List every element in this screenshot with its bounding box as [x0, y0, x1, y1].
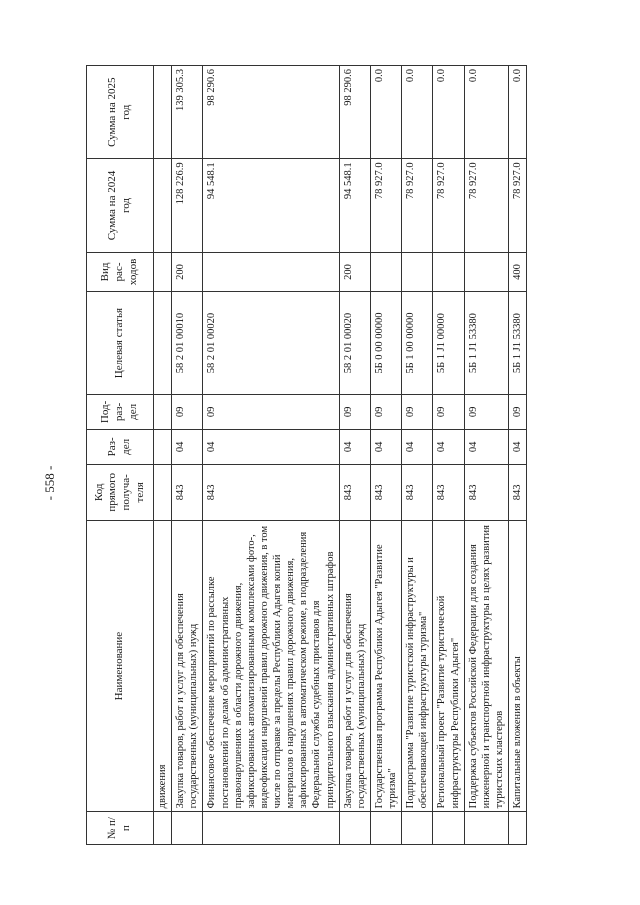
row-sum-2025: 98 290.6 [203, 66, 339, 159]
budget-table-sheet [86, 65, 556, 845]
header-sum-2024: Сумма на 2024 год [87, 159, 154, 252]
row-kind: 400 [509, 252, 527, 292]
row-subsection: 09 [172, 394, 203, 429]
row-subsection [154, 394, 172, 429]
row-code: 843 [203, 464, 339, 520]
row-sum-2024: 78 927.0 [433, 159, 464, 252]
row-section: 04 [370, 429, 401, 464]
row-target: 5Б 1 J1 53380 [509, 292, 527, 395]
row-target: 5Б 0 00 00000 [370, 292, 401, 395]
row-kind [154, 252, 172, 292]
row-num [339, 812, 370, 845]
row-section: 04 [402, 429, 433, 464]
row-subsection: 09 [203, 394, 339, 429]
row-name: Финансовое обеспечение мероприятий по рассылке постановлений по делам об административных правонарушениях в области дорожного движения, зафиксированных автоматизированными комплексами фото-, видеофиксации нарушений правил дорожного движения, в том числе по отправке за пределы Республики Адыгея копий материалов о нарушениях правил дорожного движения, зафиксированных в автоматическом режиме, в подразделения Федеральной службы судебных приставов для принудительного взыскания административных штрафов [203, 520, 339, 812]
row-code: 843 [339, 464, 370, 520]
row-name: движения [154, 520, 172, 812]
row-num [433, 812, 464, 845]
row-code: 843 [433, 464, 464, 520]
row-target: 5Б 1 00 00000 [402, 292, 433, 395]
row-sum-2024: 78 927.0 [464, 159, 508, 252]
row-subsection: 09 [509, 394, 527, 429]
row-num [203, 812, 339, 845]
row-target: 58 2 01 00020 [339, 292, 370, 395]
header-num: № п/п [87, 812, 154, 845]
row-name: Закупка товаров, работ и услуг для обеспечения государственных (муниципальных) нужд [172, 520, 203, 812]
row-sum-2025: 0.0 [509, 66, 527, 159]
row-code: 843 [172, 464, 203, 520]
row-target: 5Б 1 J1 00000 [433, 292, 464, 395]
row-section [154, 429, 172, 464]
table-row [154, 66, 172, 845]
row-section: 04 [203, 429, 339, 464]
row-code: 843 [370, 464, 401, 520]
table-row [203, 66, 339, 845]
row-name: Подпрограмма "Развитие туристской инфраструктуры и обеспечивающей инфраструктуры туризма" [402, 520, 433, 812]
row-sum-2024: 78 927.0 [402, 159, 433, 252]
header-code: Код прямого получа-теля [87, 464, 154, 520]
row-section: 04 [433, 429, 464, 464]
header-sum-2025: Сумма на 2025 год [87, 66, 154, 159]
row-sum-2024 [154, 159, 172, 252]
row-kind [464, 252, 508, 292]
row-name: Капитальные вложения в объекты [509, 520, 527, 812]
row-subsection: 09 [339, 394, 370, 429]
table-row [509, 66, 527, 845]
row-target: 5Б 1 J1 53380 [464, 292, 508, 395]
row-num [402, 812, 433, 845]
row-sum-2024: 78 927.0 [370, 159, 401, 252]
budget-table [86, 65, 527, 845]
table-row [339, 66, 370, 845]
row-code: 843 [464, 464, 508, 520]
header-section: Раз-дел [87, 429, 154, 464]
row-target: 58 2 01 00010 [172, 292, 203, 395]
row-subsection: 09 [433, 394, 464, 429]
row-sum-2024: 78 927.0 [509, 159, 527, 252]
row-target: 58 2 01 00020 [203, 292, 339, 395]
row-name: Закупка товаров, работ и услуг для обеспечения государственных (муниципальных) нужд [339, 520, 370, 812]
header-name: Наименование [87, 520, 154, 812]
row-subsection: 09 [464, 394, 508, 429]
row-sum-2024: 128 226.9 [172, 159, 203, 252]
row-sum-2025 [154, 66, 172, 159]
row-sum-2025: 0.0 [433, 66, 464, 159]
row-num [370, 812, 401, 845]
row-subsection: 09 [402, 394, 433, 429]
row-num [464, 812, 508, 845]
row-code: 843 [509, 464, 527, 520]
table-row [464, 66, 508, 845]
table-row [433, 66, 464, 845]
row-target [154, 292, 172, 395]
header-kind: Вид рас-ходов [87, 252, 154, 292]
row-sum-2025: 0.0 [370, 66, 401, 159]
header-target: Целевая статья [87, 292, 154, 395]
table-row [402, 66, 433, 845]
row-num [509, 812, 527, 845]
row-name: Региональный проект "Развитие туристической инфраструктуры Республики Адыгея" [433, 520, 464, 812]
row-name: Государственная программа Республики Адыгея "Развитие туризма" [370, 520, 401, 812]
row-sum-2025: 0.0 [402, 66, 433, 159]
row-num [172, 812, 203, 845]
row-sum-2025: 98 290.6 [339, 66, 370, 159]
row-subsection: 09 [370, 394, 401, 429]
row-code [154, 464, 172, 520]
page-number: - 558 - [42, 465, 57, 501]
table-header-row [87, 66, 154, 845]
row-kind [203, 252, 339, 292]
header-subsection: Под-раз-дел [87, 394, 154, 429]
row-sum-2024: 94 548.1 [339, 159, 370, 252]
table-row [172, 66, 203, 845]
row-section: 04 [509, 429, 527, 464]
row-kind [370, 252, 401, 292]
row-num [154, 812, 172, 845]
row-kind [402, 252, 433, 292]
table-row [370, 66, 401, 845]
row-sum-2024: 94 548.1 [203, 159, 339, 252]
row-section: 04 [172, 429, 203, 464]
row-sum-2025: 0.0 [464, 66, 508, 159]
row-code: 843 [402, 464, 433, 520]
row-kind [433, 252, 464, 292]
row-section: 04 [464, 429, 508, 464]
row-sum-2025: 139 305.3 [172, 66, 203, 159]
row-kind: 200 [172, 252, 203, 292]
row-kind: 200 [339, 252, 370, 292]
row-section: 04 [339, 429, 370, 464]
row-name: Поддержка субъектов Российской Федерации для создания инженерной и транспортной инфраструктуры в целях развития туристских кластеров [464, 520, 508, 812]
